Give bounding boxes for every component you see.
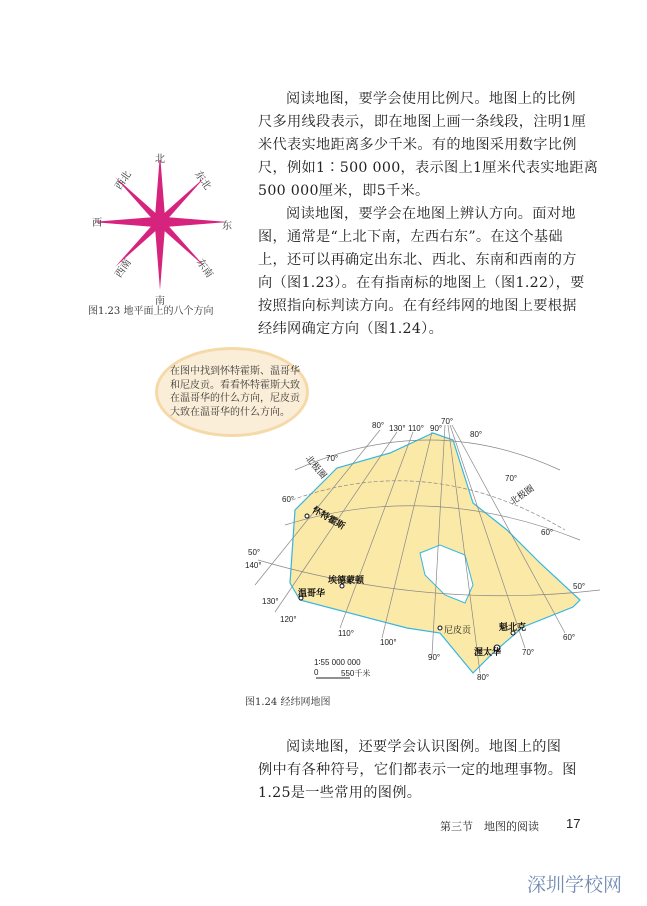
grid-label: 80° xyxy=(372,421,385,430)
text-line: 上，还可以再确定出东北、西北、东南和西南的方 xyxy=(258,252,577,268)
text-line: 米代表实地距离多少千米。有的地图采用数字比例 xyxy=(258,137,577,153)
question-line: 在图中找到怀特霍斯、温哥华 xyxy=(170,366,300,377)
west-label: 西 xyxy=(92,218,102,229)
text-line: 阅读地图，要学会在地图上辨认方向。面对地 xyxy=(286,206,576,222)
grid-label: 110° xyxy=(338,629,354,638)
grid-label: 90° xyxy=(430,424,443,433)
text-line: 按照指向标判读方向。在有经纬网的地图上要根据 xyxy=(258,298,577,314)
grid-label: 70° xyxy=(522,648,535,657)
text-line: 尺多用线段表示，即在地图上画一条线段，注明1厘 xyxy=(258,114,587,130)
text-line: 阅读地图，要学会使用比例尺。地图上的比例 xyxy=(286,91,576,107)
text-line: 向（图1.23）。在有指南标的地图上（图1.22），要 xyxy=(258,275,585,291)
north-label: 北 xyxy=(155,154,165,165)
grid-label: 70° xyxy=(326,454,339,463)
northwest-label: 西北 xyxy=(113,169,134,192)
east-label: 东 xyxy=(222,221,232,232)
city-vancouver: 温哥华 xyxy=(298,589,326,599)
grid-label: 110° xyxy=(408,424,424,433)
grid-label: 50° xyxy=(248,548,261,557)
text-line: 500 000厘米，即5千米。 xyxy=(258,183,430,199)
grid-label: 60° xyxy=(282,495,295,504)
grid-label: 80° xyxy=(477,673,490,682)
text-line: 尺，例如1∶500 000，表示图上1厘米代表实地距离 xyxy=(258,160,599,176)
grid-label: 60° xyxy=(541,528,554,537)
grid-label: 140° xyxy=(245,561,262,570)
city-whitehorse: 怀特霍斯 xyxy=(310,505,347,533)
grid-label: 120° xyxy=(280,615,297,624)
arctic-circle-label: 北极圈 xyxy=(508,483,537,508)
grid-label: 130° xyxy=(389,424,406,433)
figure-caption: 图1.24 经纬网地图 xyxy=(245,697,331,708)
grid-label: 90° xyxy=(428,653,441,662)
arctic-circle-label: 北极圈 xyxy=(302,453,328,482)
question-line: 大致在温哥华的什么方向。 xyxy=(170,406,290,418)
city-edmonton: 埃德蒙顿 xyxy=(328,576,365,586)
city-nipigon: 尼皮贡 xyxy=(444,626,472,636)
grid-label: 130° xyxy=(262,597,279,606)
grid-label: 60° xyxy=(563,633,576,642)
grid-label: 50° xyxy=(573,582,586,591)
watermark: 深圳学校网 xyxy=(527,874,623,896)
northeast-label: 东北 xyxy=(192,169,213,192)
question-line: 在温哥华的什么方向，尼皮贡 xyxy=(170,393,300,404)
text-line: 经纬网确定方向（图1.24）。 xyxy=(258,321,444,337)
scale-zero: 0 xyxy=(314,668,319,677)
text-line: 1.25是一些常用的图例。 xyxy=(258,785,422,801)
text-line: 阅读地图，还要学会认识图例。地图上的图 xyxy=(286,739,562,755)
question-line: 和尼皮贡。看看怀特霍斯大致 xyxy=(170,379,300,391)
south-label: 南 xyxy=(155,296,165,307)
southwest-label: 西南 xyxy=(113,257,134,280)
grid-label: 80° xyxy=(470,430,483,439)
text-line: 图，通常是“上北下南，左西右东”。在这个基础 xyxy=(258,229,563,245)
city-quebec: 魁北克 xyxy=(499,623,527,633)
scale-ratio: 1∶55 000 000 xyxy=(314,658,361,667)
scale-distance: 550千米 xyxy=(341,669,371,678)
page-number: 17 xyxy=(566,816,581,831)
text-line: 例中有各种符号，它们都表示一定的地理事物。图 xyxy=(258,762,577,778)
grid-label: 70° xyxy=(441,417,454,426)
grid-label: 70° xyxy=(505,474,518,483)
figure-caption: 图1.23 地平面上的八个方向 xyxy=(88,306,214,317)
section-footer: 第三节 地图的阅读 xyxy=(440,820,539,833)
city-ottawa: 渥太华 xyxy=(474,648,502,658)
southeast-label: 东南 xyxy=(194,257,215,280)
grid-label: 100° xyxy=(380,638,397,647)
